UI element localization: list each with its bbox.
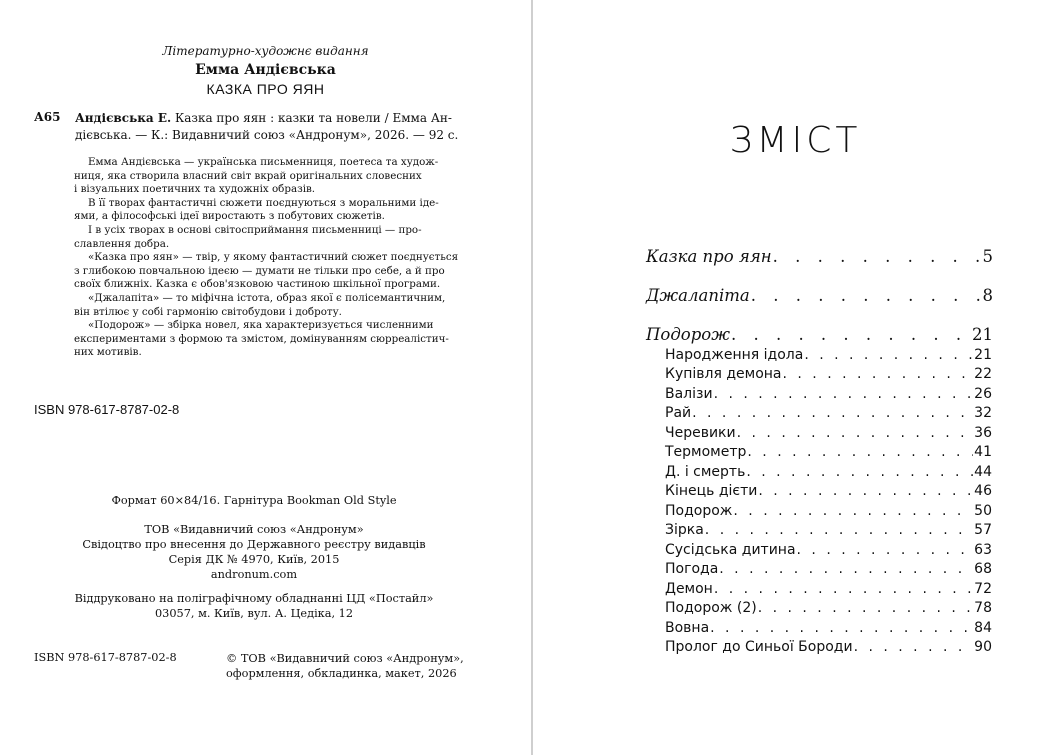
toc-entry-title: Зірка: [665, 522, 704, 538]
series-label: Літературно-художнє видання: [162, 44, 369, 58]
toc-entry-page: 8: [982, 286, 993, 305]
toc-entry-page: 90: [974, 639, 992, 655]
annotation-line: «Подорож» — збірка новел, яка характеризується численними: [88, 319, 434, 332]
toc-entry-page: 21: [974, 347, 992, 363]
toc-entry-title: Казка про яян: [646, 247, 772, 266]
toc-subentry[interactable]: [665, 600, 992, 616]
author-name: Емма Андієвська: [195, 62, 336, 78]
annotation-line: ниця, яка створила власний світ вкрай оригінальних словесних: [74, 169, 422, 182]
isbn: ISBN 978-617-8787-02-8: [34, 402, 180, 417]
toc-leader-dots: [751, 286, 982, 305]
annotation: [74, 156, 474, 360]
copyright-line: оформлення, обкладинка, макет, 2026: [226, 667, 457, 680]
format-line: Формат 60×84/16. Гарнітура Bookman Old Style: [111, 494, 397, 507]
annotation-line: експериментами з формою та змістом, домінуванням сюрреалістич-: [74, 332, 449, 345]
toc-subentry[interactable]: [665, 405, 992, 421]
toc-entry-page: 72: [974, 581, 992, 597]
toc-entry-title: Пролог до Синьої Бороди: [665, 639, 853, 655]
toc-subentry[interactable]: [665, 386, 992, 402]
toc-entry-page: 32: [974, 405, 992, 421]
toc-entry-title: Подорож: [665, 503, 733, 519]
toc-leader-dots: [758, 600, 973, 616]
toc-entry-page: 36: [974, 425, 992, 441]
toc-subentry[interactable]: [665, 425, 992, 441]
right-page-contents: [533, 0, 1058, 755]
toc-leader-dots: [731, 325, 971, 344]
toc-leader-dots: [714, 581, 973, 597]
toc-entry-page: 21: [972, 325, 993, 344]
toc-leader-dots: [758, 483, 973, 499]
toc-subentry[interactable]: [665, 366, 992, 382]
annotation-line: Емма Андієвська — українська письменниця, поетеса та худож-: [88, 156, 439, 168]
toc-entry-page: 68: [974, 561, 992, 577]
printer-info: [34, 591, 474, 621]
publisher-line: ТОВ «Видавничий союз «Андронум»: [144, 523, 364, 536]
isbn-bottom: ISBN 978-617-8787-02-8: [34, 651, 177, 664]
toc-leader-dots: [710, 620, 973, 636]
toc-entry-title: Рай: [665, 405, 692, 421]
toc-leader-dots: [747, 444, 973, 460]
toc-subentry[interactable]: [665, 581, 992, 597]
toc-entry-title: Джалапіта: [646, 286, 750, 305]
toc-entry-page: 50: [974, 503, 992, 519]
annotation-line: славлення добра.: [74, 237, 170, 250]
toc-entry-title: Купівля демона: [665, 366, 782, 382]
toc-leader-dots: [797, 542, 974, 558]
toc-entry[interactable]: [646, 325, 993, 344]
toc-entry-title: Д. і смерть: [665, 464, 746, 480]
toc-leader-dots: [773, 247, 982, 266]
publisher-info: [34, 522, 474, 582]
toc-subentry[interactable]: [665, 542, 992, 558]
toc-subentry[interactable]: [665, 503, 992, 519]
toc-entry-title: Сусідська дитина: [665, 542, 796, 558]
contents-title: ЗМІСТ: [729, 120, 862, 161]
toc-leader-dots: [733, 503, 973, 519]
publisher-line: Серія ДК № 4970, Київ, 2015: [168, 553, 340, 566]
toc-leader-dots: [705, 522, 973, 538]
toc-subentry[interactable]: [665, 483, 992, 499]
toc-leader-dots: [854, 639, 974, 655]
book-title: КАЗКА ПРО ЯЯН: [206, 81, 325, 97]
annotation-line: він втілює у собі гармонію світобудови і доброту.: [74, 305, 342, 318]
toc-entry[interactable]: [646, 247, 993, 266]
toc-entry-title: Демон: [665, 581, 713, 597]
copyright-line: © ТОВ «Видавничий союз «Андронум»,: [226, 652, 464, 665]
annotation-line: І в усіх творах в основі світосприймання письменниці — про-: [88, 223, 422, 236]
catalog-line-1-text: Казка про яян : казки та новели / Емма Ан-: [171, 111, 452, 125]
toc-entry-title: Термометр: [665, 444, 747, 460]
printer-line: 03057, м. Київ, вул. А. Цедіка, 12: [154, 607, 354, 620]
annotation-line: своїх ближніх. Казка є обов'язковою частиною шкільної програми.: [74, 278, 441, 291]
toc-entry-page: 26: [974, 386, 992, 402]
toc-leader-dots: [692, 405, 973, 421]
toc-entry-title: Народження ідола: [665, 347, 804, 363]
toc-entry-page: 57: [974, 522, 992, 538]
annotation-line: з глибокою повчальною ідеєю — думати не тільки про себе, а й про: [74, 264, 445, 277]
annotation-line: «Джалапіта» — то міфічна істота, образ якої є полісемантичним,: [88, 291, 446, 304]
catalog-entry: [75, 110, 495, 144]
catalog-author: Андієвська Е.: [75, 111, 172, 125]
annotation-line: них мотивів.: [74, 346, 142, 359]
annotation-line: ями, а філософські ідеї виростають з побутових сюжетів.: [74, 210, 385, 223]
toc-subentry[interactable]: [665, 561, 992, 577]
toc-subentry[interactable]: [665, 620, 992, 636]
toc-leader-dots: [737, 425, 974, 441]
toc-leader-dots: [714, 386, 974, 402]
toc-leader-dots: [746, 464, 973, 480]
toc-entry-page: 63: [974, 542, 992, 558]
toc-entry-title: Черевики: [665, 425, 736, 441]
catalog-code: А65: [34, 110, 61, 124]
publisher-line: Свідоцтво про внесення до Державного реєстру видавців: [82, 538, 426, 551]
toc-entry[interactable]: [646, 286, 993, 305]
toc-entry-page: 46: [974, 483, 992, 499]
toc-entry-page: 5: [982, 247, 993, 266]
toc-leader-dots: [719, 561, 973, 577]
toc-entry-title: Подорож: [646, 325, 730, 344]
toc-entry-title: Вовна: [665, 620, 710, 636]
toc-leader-dots: [804, 347, 973, 363]
toc-subentry[interactable]: [665, 522, 992, 538]
toc-entry-title: Кінець дієти: [665, 483, 758, 499]
catalog-line-2: дієвська. — К.: Видавничий союз «Андронум», 2026. — 92 с.: [75, 128, 459, 142]
copyright: [226, 651, 464, 681]
toc-entry-page: 78: [974, 600, 992, 616]
catalog-line-1: [75, 110, 495, 127]
toc-entry-title: Валізи: [665, 386, 713, 402]
toc-subentry[interactable]: [665, 639, 992, 655]
toc-entry-title: Подорож (2): [665, 600, 757, 616]
toc-leader-dots: [783, 366, 974, 382]
annotation-line: «Казка про яян» — твір, у якому фантастичний сюжет поєднується: [88, 251, 459, 264]
annotation-line: і візуальних поетичних та художніх образів.: [74, 183, 316, 196]
publisher-website: andronum.com: [210, 568, 298, 581]
toc-subentry[interactable]: [665, 444, 992, 460]
toc-entry-page: 41: [974, 444, 992, 460]
toc-entry-page: 44: [974, 464, 992, 480]
toc-subentry[interactable]: [665, 464, 992, 480]
toc-entry-page: 84: [974, 620, 992, 636]
toc-entry-page: 22: [974, 366, 992, 382]
toc-entry-title: Погода: [665, 561, 719, 577]
toc-subentry[interactable]: [665, 347, 992, 363]
printer-line: Віддруковано на поліграфічному обладнанні ЦД «Постайл»: [74, 592, 434, 605]
annotation-line: В її творах фантастичні сюжети поєднуються з моральними іде-: [88, 196, 439, 209]
